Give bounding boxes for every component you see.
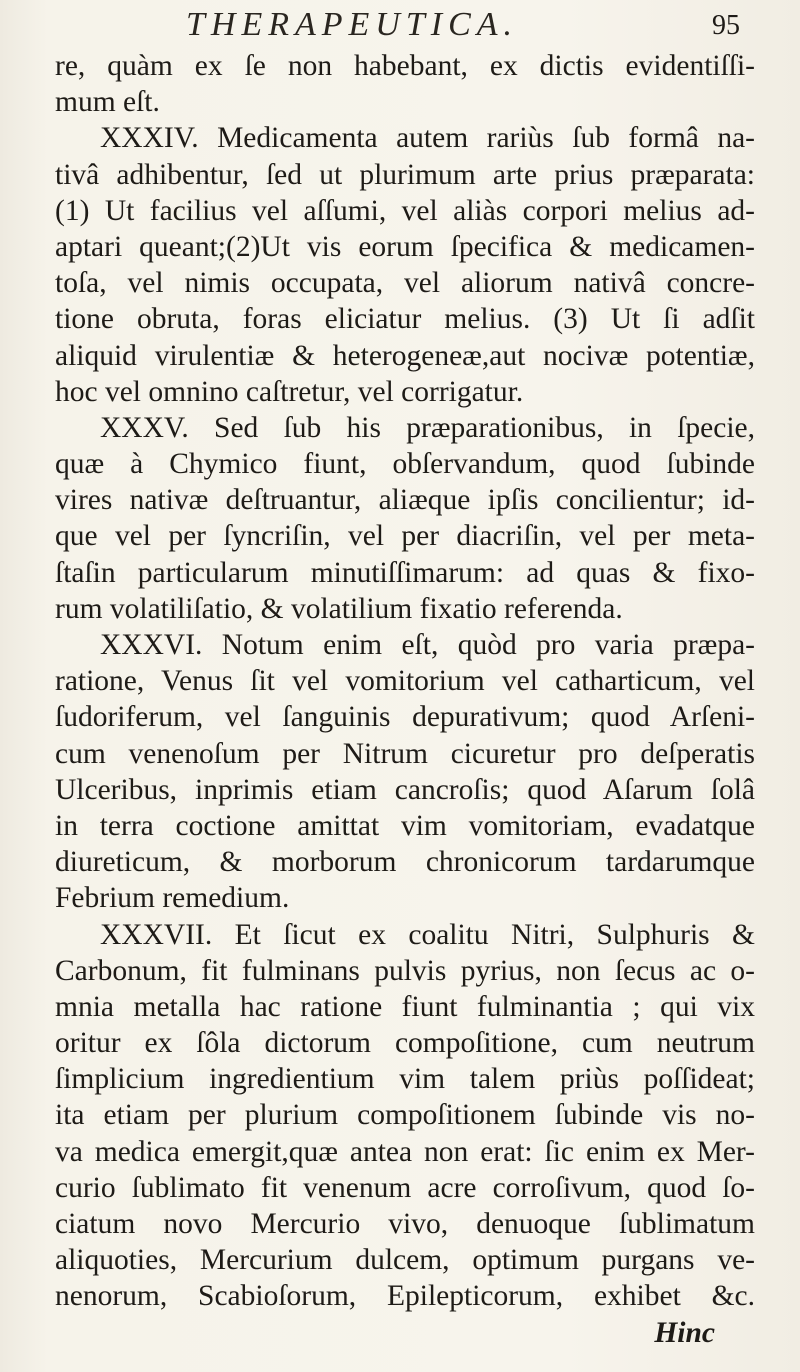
text-line: aptari queant;(2)Ut vis eorum ſpecifica & medicamen- bbox=[55, 230, 755, 263]
text-line: mnia metalla hac ratione fiunt fulminantia ; qui vix bbox=[55, 990, 755, 1023]
running-head: THERAPEUTICA. bbox=[186, 6, 519, 43]
text-line: que vel per ſyncriſin, vel per diacriſin, vel per meta- bbox=[55, 520, 755, 553]
text-line: (1) Ut facilius vel aſſumi, vel aliàs corpori melius ad- bbox=[55, 194, 755, 227]
text-line: ſimplicium ingredientium vim talem priùs poſſideat; bbox=[55, 1063, 755, 1096]
text-line: Carbonum, fit fulminans pulvis pyrius, non ſecus ac o- bbox=[55, 954, 755, 987]
text-line: in terra coctione amittat vim vomitoriam, evadatque bbox=[55, 809, 755, 842]
text-line: cum venenoſum per Nitrum cicuretur pro deſperatis bbox=[55, 737, 755, 770]
text-line: tivâ adhibentur, ſed ut plurimum arte prius præparata: bbox=[55, 158, 755, 191]
text-line: oritur ex ſôla dictorum compoſitione, cum neutrum bbox=[55, 1027, 755, 1060]
text-line: ſudoriferum, vel ſanguinis depurativum; quod Arſeni- bbox=[55, 701, 755, 734]
text-line: rum volatiliſatio, & volatilium fixatio referenda. bbox=[55, 592, 623, 625]
text-line: tione obruta, foras eliciatur melius. (3) Ut ſi adſit bbox=[55, 303, 755, 336]
text-line: nenorum, Scabioſorum, Epilepticorum, exhibet &c. bbox=[55, 1280, 755, 1313]
text-line: va medica emergit,quæ antea non erat: ſic enim ex Mer- bbox=[55, 1135, 755, 1168]
page-number: 95 bbox=[712, 10, 740, 41]
text-line: Ulceribus, inprimis etiam cancroſis; quod Aſarum ſolâ bbox=[55, 773, 755, 806]
text-line: quæ à Chymico fiunt, obſervandum, quod ſubinde bbox=[55, 448, 755, 481]
text-line: ratione, Venus ſit vel vomitorium vel catharticum, vel bbox=[55, 665, 755, 698]
catchword: Hinc bbox=[654, 1316, 715, 1349]
section-heading-line: XXXVII. Et ſicut ex coalitu Nitri, Sulphuris & bbox=[100, 918, 755, 951]
text-line: ſtaſin particularum minutiſſimarum: ad quas & fixo- bbox=[55, 556, 755, 589]
text-line: vires nativæ deſtruantur, aliæque ipſis concilientur; id- bbox=[55, 484, 755, 517]
text-line: ita etiam per plurium compoſitionem ſubinde vis no- bbox=[55, 1099, 755, 1132]
text-line: hoc vel omnino caſtretur, vel corrigatur. bbox=[55, 375, 524, 408]
body-text bbox=[55, 48, 755, 1351]
text-line: Febrium remedium. bbox=[55, 882, 290, 915]
text-line: ciatum novo Mercurio vivo, denuoque ſublimatum bbox=[55, 1208, 755, 1240]
text-line: curio ſublimato fit venenum acre corroſivum, quod ſo- bbox=[55, 1171, 755, 1204]
page-header bbox=[186, 6, 740, 42]
text-line: diureticum, & morborum chronicorum tardarumque bbox=[55, 846, 755, 879]
text-line: mum eſt. bbox=[55, 86, 160, 119]
text-line: toſa, vel nimis occupata, vel aliorum nativâ concre- bbox=[55, 267, 755, 300]
text-line: re, quàm ex ſe non habebant, ex dictis evidentiſſi- bbox=[55, 50, 755, 82]
text-line: aliquoties, Mercurium dulcem, optimum purgans ve- bbox=[55, 1244, 755, 1277]
section-heading-line: XXXV. Sed ſub his præparationibus, in ſpecie, bbox=[100, 411, 755, 444]
text-line: aliquid virulentiæ & heterogeneæ,aut nocivæ potentiæ, bbox=[55, 339, 755, 372]
section-heading-line: XXXIV. Medicamenta autem rariùs ſub formâ na- bbox=[100, 122, 755, 155]
section-heading-line: XXXVI. Notum enim eſt, quòd pro varia præpa- bbox=[100, 629, 755, 661]
